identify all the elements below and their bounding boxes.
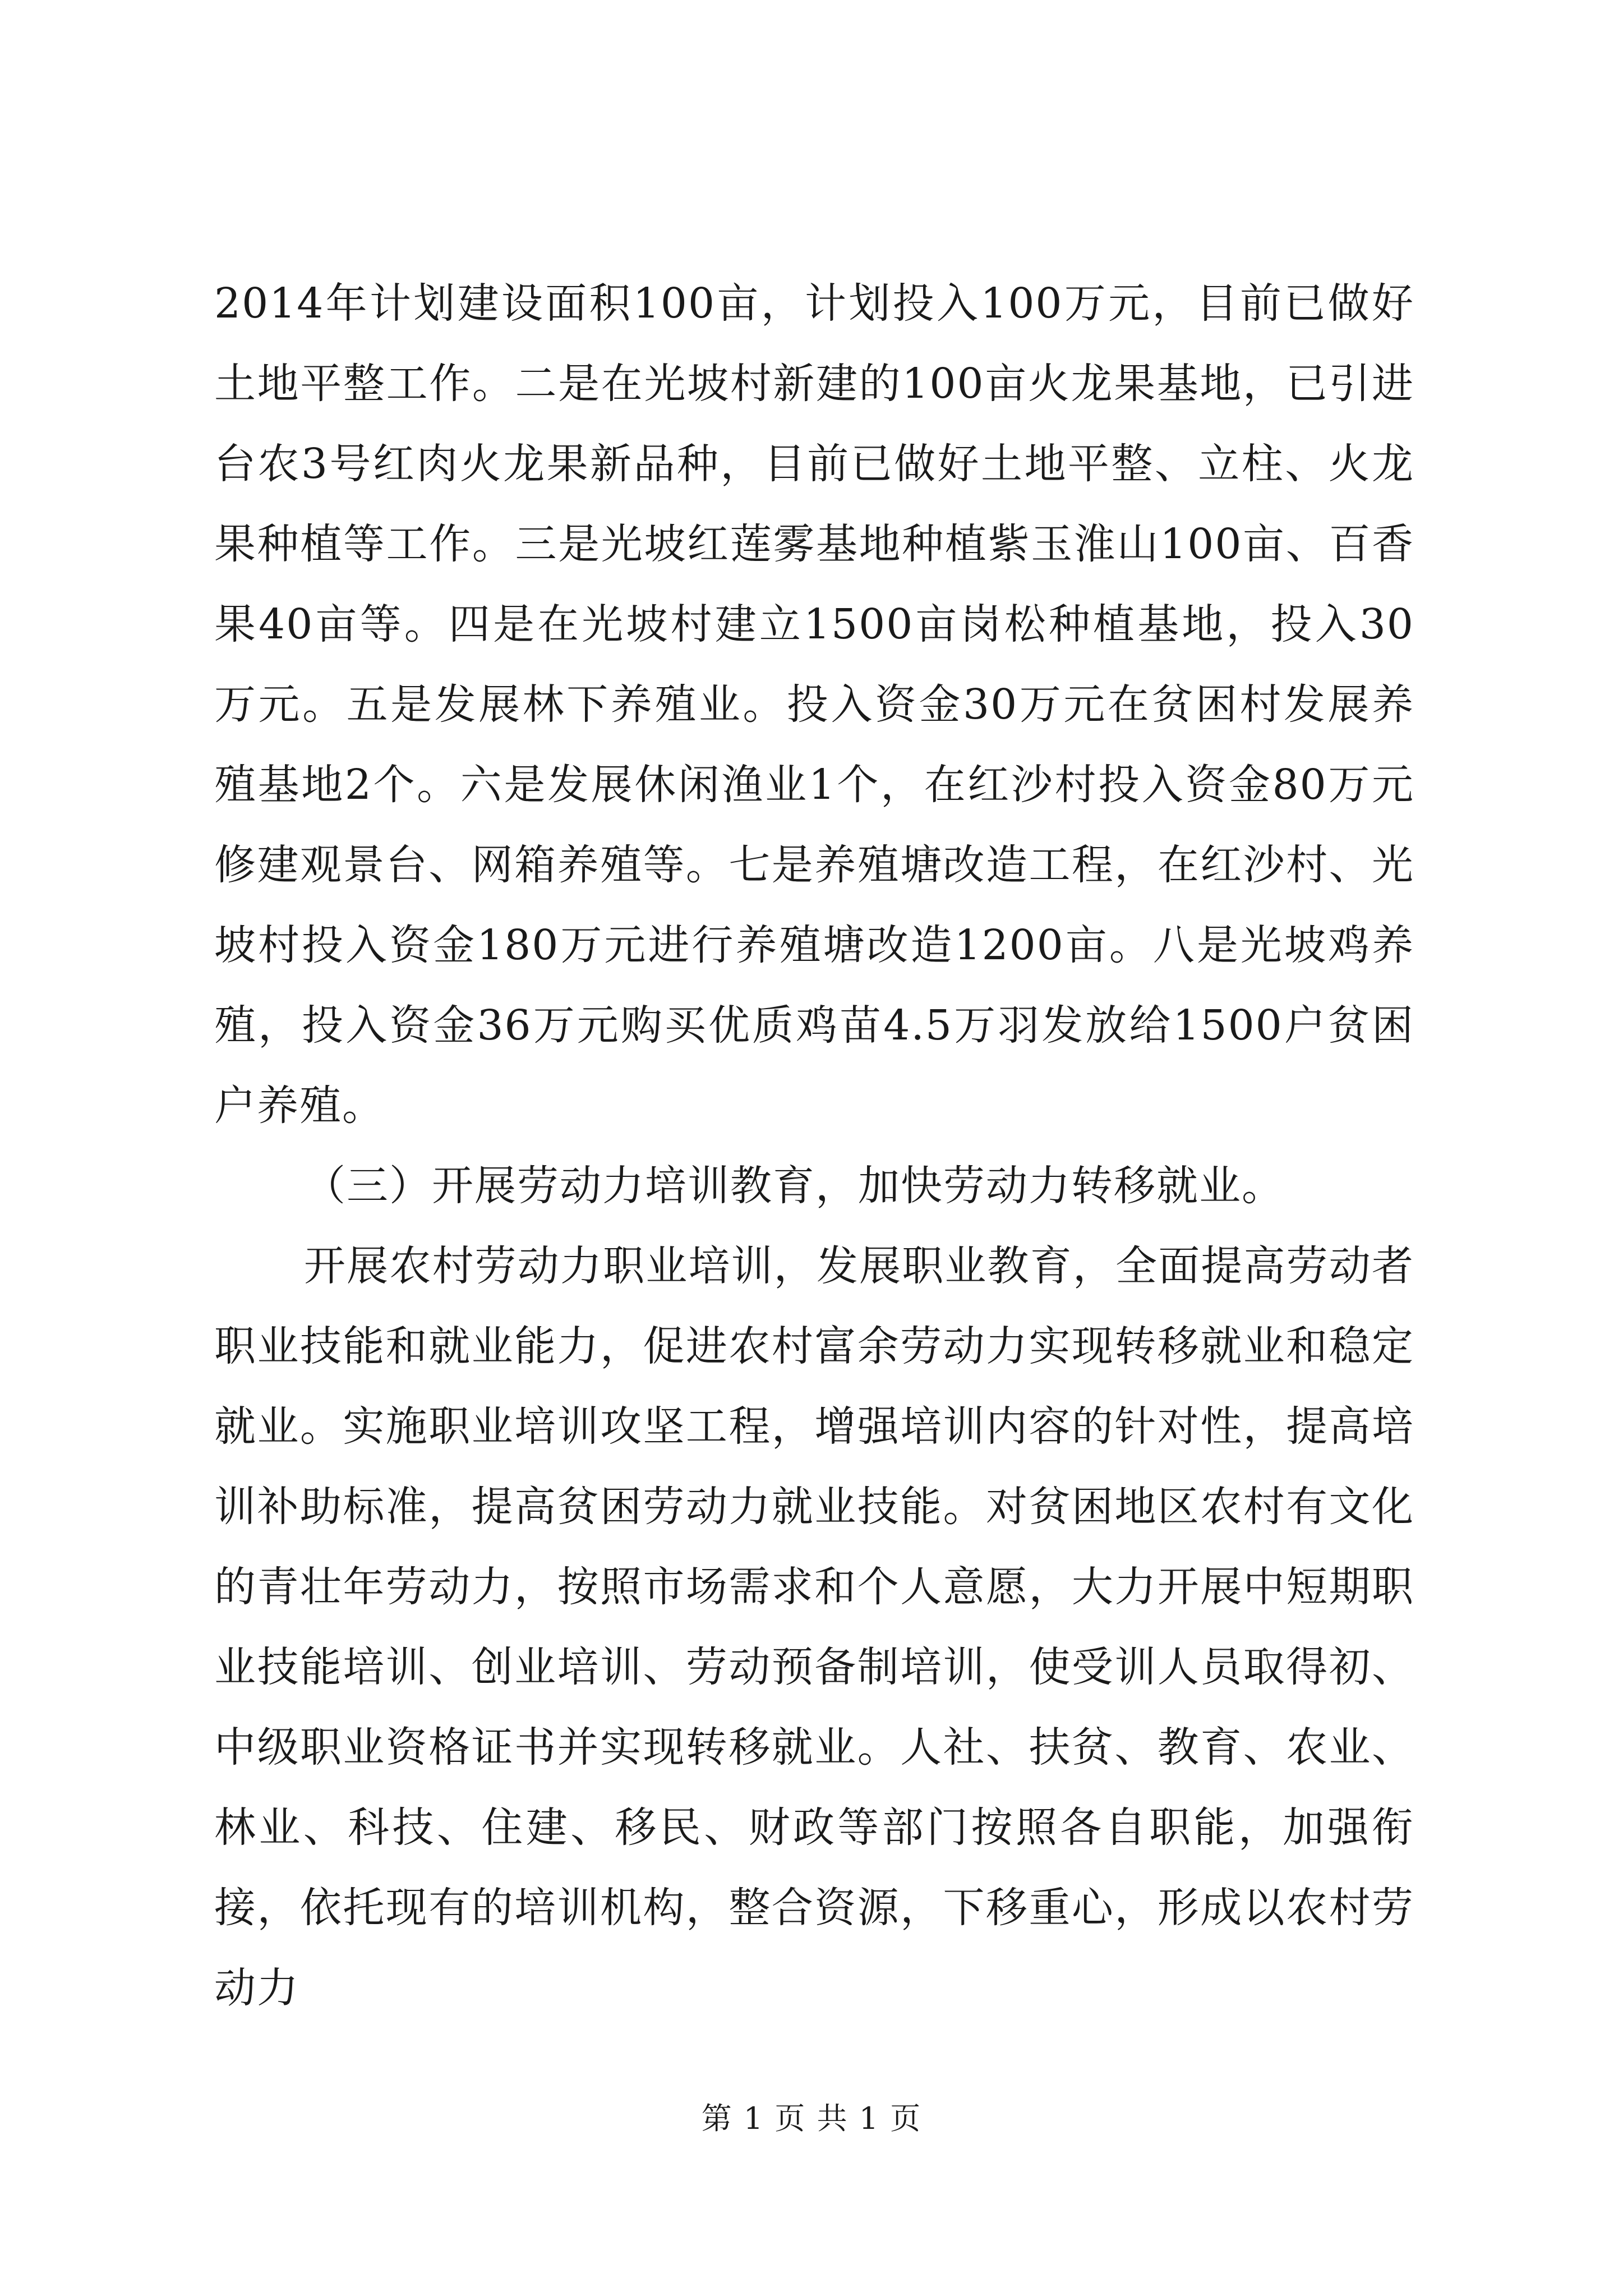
document-body [214,264,1414,2028]
page-footer: 第 1 页 共 1 页 [701,2101,922,2136]
paragraph-body-2: 开展农村劳动力职业培训，发展职业教育，全面提高劳动者职业技能和就业能力，促进农村富余劳动力实现转移就业和稳定就业。实施职业培训攻坚工程，增强培训内容的针对性，提高培训补助标准，提高贫困劳动力就业技能。对贫困地区农村有文化的青壮年劳动力，按照市场需求和个人意愿，大力开展中短期职业技能培训、创业培训、劳动预备制培训，使受训人员取得初、中级职业资格证书并实现转移就业。人社、扶贫、教育、农业、林业、科技、住建、移民、财政等部门按照各自职能，加强衔接，依托现有的培训机构，整合资源，下移重心，形成以农村劳动力 [214,1242,1414,2012]
section-heading-3: （三）开展劳动力培训教育，加快劳动力转移就业。 [304,1162,1284,1210]
paragraph-body-1: 2014年计划建设面积100亩，计划投入100万元，目前已做好土地平整工作。二是在光坡村新建的100亩火龙果基地，已引进台农3号红肉火龙果新品种，目前已做好土地平整、立柱、火龙果种植等工作。三是光坡红莲雾基地种植紫玉淮山100亩、百香果40亩等。四是在光坡村建立1500亩岗松种植基地，投入30万元。五是发展林下养殖业。投入资金30万元在贫困村发展养殖基地2个。六是发展休闲渔业1个，在红沙村投入资金80万元修建观景台、网箱养殖等。七是养殖塘改造工程，在红沙村、光坡村投入资金180万元进行养殖塘改造1200亩。八是光坡鸡养殖，投入资金36万元购买优质鸡苗4.5万羽发放给1500户贫困户养殖。 [214,279,1414,1130]
